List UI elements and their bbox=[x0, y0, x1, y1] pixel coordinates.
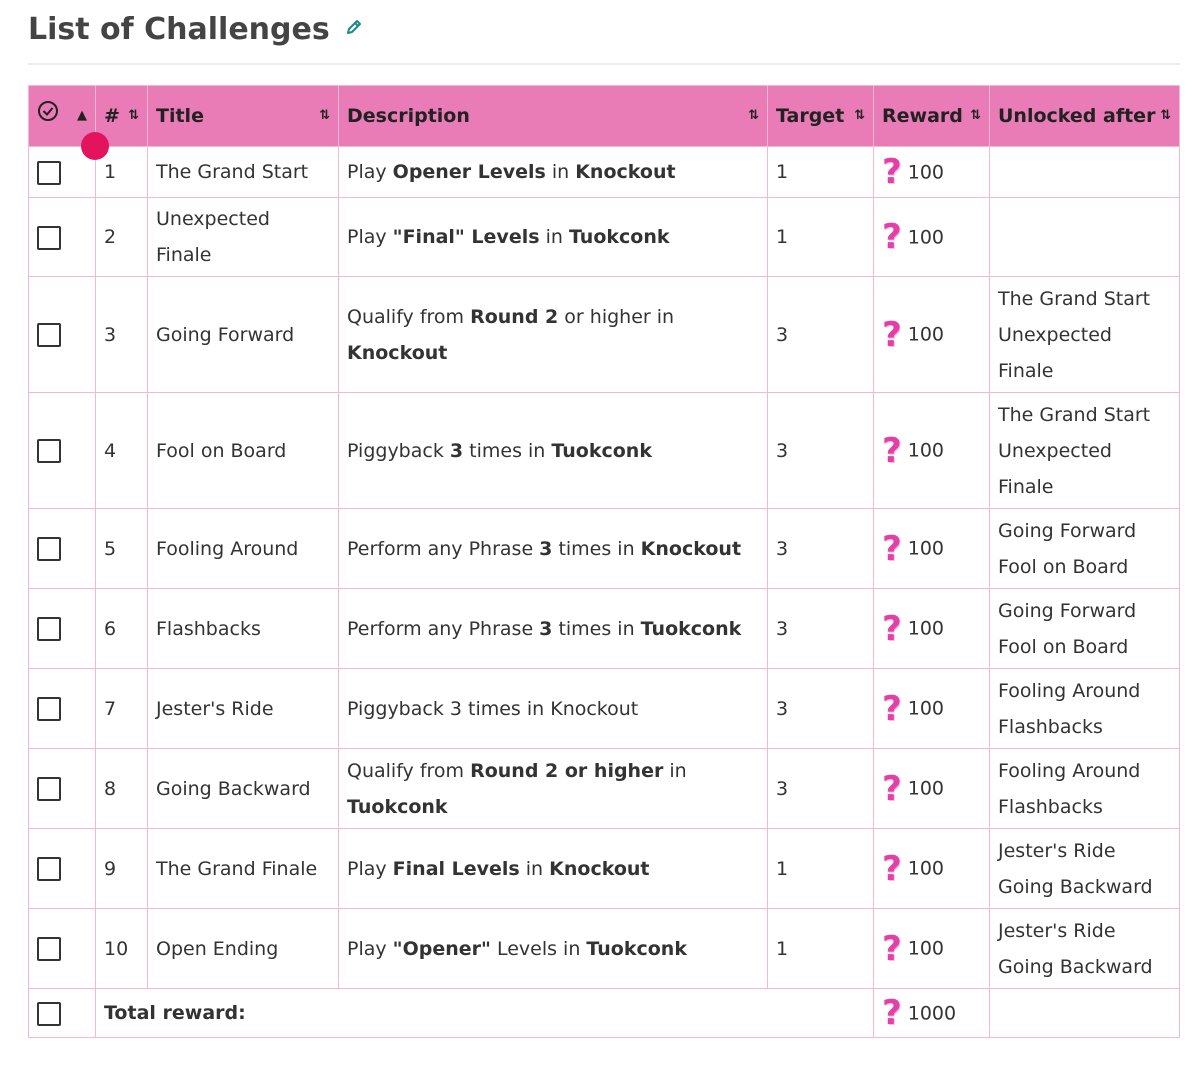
unlocked-after-item: Unexpected Finale bbox=[998, 439, 1112, 498]
description-text: in bbox=[539, 226, 569, 248]
row-unlocked-after bbox=[990, 669, 1180, 749]
reward-value: 100 bbox=[907, 537, 944, 560]
description-text: Qualify from bbox=[347, 305, 471, 328]
question-mark-icon: ? bbox=[882, 430, 902, 471]
row-description bbox=[339, 277, 768, 393]
row-reward bbox=[874, 909, 990, 989]
column-header-title-label: Title bbox=[156, 105, 204, 127]
row-checkbox-cell bbox=[29, 509, 96, 589]
description-highlight: Tuokconk bbox=[640, 617, 742, 640]
column-header-select[interactable] bbox=[29, 86, 96, 147]
row-title: Flashbacks bbox=[148, 589, 339, 669]
question-mark-icon: ? bbox=[882, 768, 902, 809]
row-checkbox[interactable] bbox=[37, 537, 61, 561]
column-header-reward[interactable] bbox=[874, 86, 990, 147]
row-checkbox[interactable] bbox=[37, 937, 61, 961]
row-checkbox-cell bbox=[29, 147, 96, 198]
description-highlight: Knockout bbox=[347, 341, 448, 364]
row-number: 1 bbox=[96, 147, 148, 198]
table-row bbox=[29, 749, 1180, 829]
row-unlocked-after bbox=[990, 277, 1180, 393]
row-reward bbox=[874, 393, 990, 509]
total-row bbox=[29, 989, 1180, 1038]
column-header-unlocked-after[interactable] bbox=[990, 86, 1180, 147]
row-number: 7 bbox=[96, 669, 148, 749]
description-highlight: Opener Levels bbox=[392, 161, 546, 183]
row-checkbox-cell bbox=[29, 909, 96, 989]
row-target: 3 bbox=[768, 509, 874, 589]
row-target: 3 bbox=[768, 589, 874, 669]
description-text: times in bbox=[463, 439, 552, 462]
reward-value: 100 bbox=[907, 161, 944, 184]
table-row bbox=[29, 829, 1180, 909]
title-divider bbox=[28, 63, 1180, 65]
row-checkbox-cell bbox=[29, 829, 96, 909]
description-highlight: Tuokconk bbox=[551, 439, 652, 462]
row-target: 1 bbox=[768, 198, 874, 277]
row-description bbox=[339, 589, 768, 669]
row-unlocked-after bbox=[990, 909, 1180, 989]
question-mark-icon: ? bbox=[882, 528, 902, 569]
row-checkbox-cell bbox=[29, 669, 96, 749]
column-header-description[interactable] bbox=[339, 86, 768, 147]
column-header-number[interactable] bbox=[96, 86, 148, 147]
description-text: Perform any Phrase bbox=[347, 617, 540, 640]
row-title: Going Backward bbox=[148, 749, 339, 829]
description-text: Piggyback 3 times in Knockout bbox=[347, 697, 639, 720]
row-number: 5 bbox=[96, 509, 148, 589]
reward-value: 100 bbox=[907, 226, 944, 249]
description-text: Piggyback bbox=[347, 439, 450, 462]
row-number: 8 bbox=[96, 749, 148, 829]
row-checkbox-cell bbox=[29, 393, 96, 509]
description-highlight: Tuokconk bbox=[568, 226, 670, 248]
row-description bbox=[339, 509, 768, 589]
row-description bbox=[339, 198, 768, 277]
table-row bbox=[29, 198, 1180, 277]
total-reward-value: 1000 bbox=[907, 1002, 957, 1025]
row-reward bbox=[874, 509, 990, 589]
description-highlight: Knockout bbox=[549, 857, 650, 880]
total-row-empty-cell bbox=[990, 989, 1180, 1038]
question-mark-icon: ? bbox=[882, 928, 902, 969]
sort-icon[interactable]: ⇅ bbox=[128, 108, 139, 123]
reward-value: 100 bbox=[907, 323, 944, 346]
column-header-title[interactable] bbox=[148, 86, 339, 147]
row-description bbox=[339, 749, 768, 829]
unlocked-after-item: Flashbacks bbox=[998, 715, 1103, 738]
row-checkbox[interactable] bbox=[37, 857, 61, 881]
description-highlight: Tuokconk bbox=[347, 795, 448, 818]
table-row bbox=[29, 909, 1180, 989]
row-reward bbox=[874, 147, 990, 198]
table-row bbox=[29, 393, 1180, 509]
row-unlocked-after bbox=[990, 147, 1180, 198]
question-mark-icon: ? bbox=[882, 152, 902, 193]
check-circle-icon[interactable] bbox=[37, 98, 59, 134]
question-mark-icon: ? bbox=[882, 608, 902, 649]
row-reward bbox=[874, 749, 990, 829]
question-mark-icon: ? bbox=[882, 848, 902, 889]
description-highlight: "Opener" bbox=[392, 937, 491, 960]
page-title-text: List of Challenges bbox=[28, 12, 330, 47]
row-target: 3 bbox=[768, 393, 874, 509]
description-text: times in bbox=[552, 537, 641, 560]
row-unlocked-after bbox=[990, 749, 1180, 829]
reward-value: 100 bbox=[907, 857, 944, 880]
row-checkbox[interactable] bbox=[37, 617, 61, 641]
column-header-number-label: # bbox=[104, 105, 120, 127]
description-text: Play bbox=[347, 161, 393, 183]
unlocked-after-item: Going Forward bbox=[998, 599, 1137, 622]
row-title: Going Forward bbox=[148, 277, 339, 393]
table-body bbox=[29, 147, 1180, 989]
row-target: 3 bbox=[768, 669, 874, 749]
sort-icon[interactable]: ⇅ bbox=[970, 108, 981, 123]
table-row bbox=[29, 509, 1180, 589]
question-mark-icon: ? bbox=[882, 688, 902, 729]
unlocked-after-item: Fooling Around bbox=[998, 679, 1141, 702]
unlocked-after-item: Flashbacks bbox=[998, 795, 1103, 818]
row-description bbox=[339, 669, 768, 749]
row-unlocked-after bbox=[990, 198, 1180, 277]
row-reward bbox=[874, 829, 990, 909]
row-reward bbox=[874, 589, 990, 669]
sort-icon[interactable]: ▲︎ bbox=[77, 108, 87, 123]
description-text: Play bbox=[347, 937, 393, 960]
row-unlocked-after bbox=[990, 393, 1180, 509]
row-number: 4 bbox=[96, 393, 148, 509]
description-text: Levels in bbox=[490, 937, 587, 960]
total-reward-cell bbox=[874, 989, 990, 1038]
row-checkbox[interactable] bbox=[37, 439, 61, 463]
column-header-unlocked-after-label: Unlocked after bbox=[998, 105, 1156, 127]
unlocked-after-item: Fooling Around bbox=[998, 759, 1141, 782]
row-checkbox-cell bbox=[29, 198, 96, 277]
row-number: 10 bbox=[96, 909, 148, 989]
question-mark-icon: ? bbox=[882, 993, 902, 1034]
row-title: The Grand Start bbox=[148, 147, 339, 198]
total-row-checkbox-cell bbox=[29, 989, 96, 1038]
page-title bbox=[28, 12, 364, 48]
description-highlight: Round 2 bbox=[470, 305, 559, 328]
unlocked-after-item: The Grand Start bbox=[998, 287, 1151, 310]
row-target: 1 bbox=[768, 147, 874, 198]
row-title: The Grand Finale bbox=[148, 829, 339, 909]
total-row-checkbox[interactable] bbox=[37, 1002, 61, 1026]
row-title: Unexpected Finale bbox=[148, 198, 339, 277]
sort-icon[interactable]: ⇅ bbox=[748, 108, 759, 123]
row-title: Jester's Ride bbox=[148, 669, 339, 749]
row-checkbox[interactable] bbox=[37, 697, 61, 721]
description-highlight: 3 bbox=[539, 537, 553, 560]
challenges-table bbox=[28, 85, 1180, 1038]
row-reward bbox=[874, 198, 990, 277]
column-header-reward-label: Reward bbox=[882, 105, 963, 127]
row-unlocked-after bbox=[990, 589, 1180, 669]
row-target: 1 bbox=[768, 909, 874, 989]
row-checkbox[interactable] bbox=[37, 323, 61, 347]
row-unlocked-after bbox=[990, 829, 1180, 909]
column-header-target[interactable] bbox=[768, 86, 874, 147]
reward-value: 100 bbox=[907, 777, 944, 800]
description-text: or higher in bbox=[558, 305, 675, 328]
reward-value: 100 bbox=[907, 697, 944, 720]
unlocked-after-item: Going Backward bbox=[998, 875, 1153, 898]
row-description bbox=[339, 393, 768, 509]
description-text: Play bbox=[347, 226, 393, 248]
unlocked-after-item: Jester's Ride bbox=[998, 919, 1116, 942]
description-text: Perform any Phrase bbox=[347, 537, 540, 560]
row-reward bbox=[874, 669, 990, 749]
column-header-target-label: Target bbox=[776, 105, 845, 127]
row-number: 6 bbox=[96, 589, 148, 669]
row-checkbox[interactable] bbox=[37, 161, 61, 185]
row-checkbox[interactable] bbox=[37, 777, 61, 801]
row-checkbox-cell bbox=[29, 749, 96, 829]
description-text: Qualify from bbox=[347, 759, 471, 782]
table-row bbox=[29, 589, 1180, 669]
row-description bbox=[339, 147, 768, 198]
reward-value: 100 bbox=[907, 937, 944, 960]
column-header-description-label: Description bbox=[347, 105, 470, 127]
sort-icon[interactable]: ⇅ bbox=[319, 108, 330, 123]
reward-value: 100 bbox=[907, 617, 944, 640]
description-text: in bbox=[663, 759, 687, 782]
sort-icon[interactable]: ⇅ bbox=[854, 108, 865, 123]
table-row bbox=[29, 277, 1180, 393]
row-checkbox-cell bbox=[29, 589, 96, 669]
description-highlight: Knockout bbox=[575, 161, 676, 183]
row-checkbox[interactable] bbox=[37, 226, 61, 250]
question-mark-icon: ? bbox=[882, 217, 902, 258]
unlocked-after-item: Going Backward bbox=[998, 955, 1153, 978]
row-number: 2 bbox=[96, 198, 148, 277]
description-highlight: Round 2 or higher bbox=[470, 759, 664, 782]
description-text: in bbox=[519, 857, 550, 880]
pencil-icon[interactable] bbox=[344, 10, 364, 45]
description-text: Play bbox=[347, 857, 393, 880]
row-description bbox=[339, 909, 768, 989]
unlocked-after-item: Jester's Ride bbox=[998, 839, 1116, 862]
total-reward-label: Total reward: bbox=[96, 989, 874, 1038]
unlocked-after-item: Unexpected Finale bbox=[998, 323, 1112, 382]
row-target: 3 bbox=[768, 277, 874, 393]
table-header-row bbox=[29, 86, 1180, 147]
table-row bbox=[29, 669, 1180, 749]
row-checkbox-cell bbox=[29, 277, 96, 393]
description-highlight: 3 bbox=[449, 439, 464, 462]
description-highlight: Final Levels bbox=[392, 857, 520, 880]
unlocked-after-item: The Grand Start bbox=[998, 403, 1151, 426]
sort-icon[interactable]: ⇅ bbox=[1160, 108, 1171, 123]
row-title: Fool on Board bbox=[148, 393, 339, 509]
row-number: 3 bbox=[96, 277, 148, 393]
description-text: times in bbox=[552, 617, 641, 640]
row-title: Open Ending bbox=[148, 909, 339, 989]
unlocked-after-item: Going Forward bbox=[998, 519, 1137, 542]
row-title: Fooling Around bbox=[148, 509, 339, 589]
row-reward bbox=[874, 277, 990, 393]
table-row bbox=[29, 147, 1180, 198]
row-target: 3 bbox=[768, 749, 874, 829]
unlocked-after-item: Fool on Board bbox=[998, 555, 1129, 578]
description-text: in bbox=[545, 161, 576, 183]
description-highlight: Tuokconk bbox=[586, 937, 687, 960]
row-number: 9 bbox=[96, 829, 148, 909]
description-highlight: 3 bbox=[539, 617, 553, 640]
row-unlocked-after bbox=[990, 509, 1180, 589]
description-highlight: Knockout bbox=[640, 537, 742, 560]
row-description bbox=[339, 829, 768, 909]
reward-value: 100 bbox=[907, 439, 944, 462]
description-highlight: "Final" Levels bbox=[392, 226, 540, 248]
unlocked-after-item: Fool on Board bbox=[998, 635, 1129, 658]
question-mark-icon: ? bbox=[882, 314, 902, 355]
row-target: 1 bbox=[768, 829, 874, 909]
